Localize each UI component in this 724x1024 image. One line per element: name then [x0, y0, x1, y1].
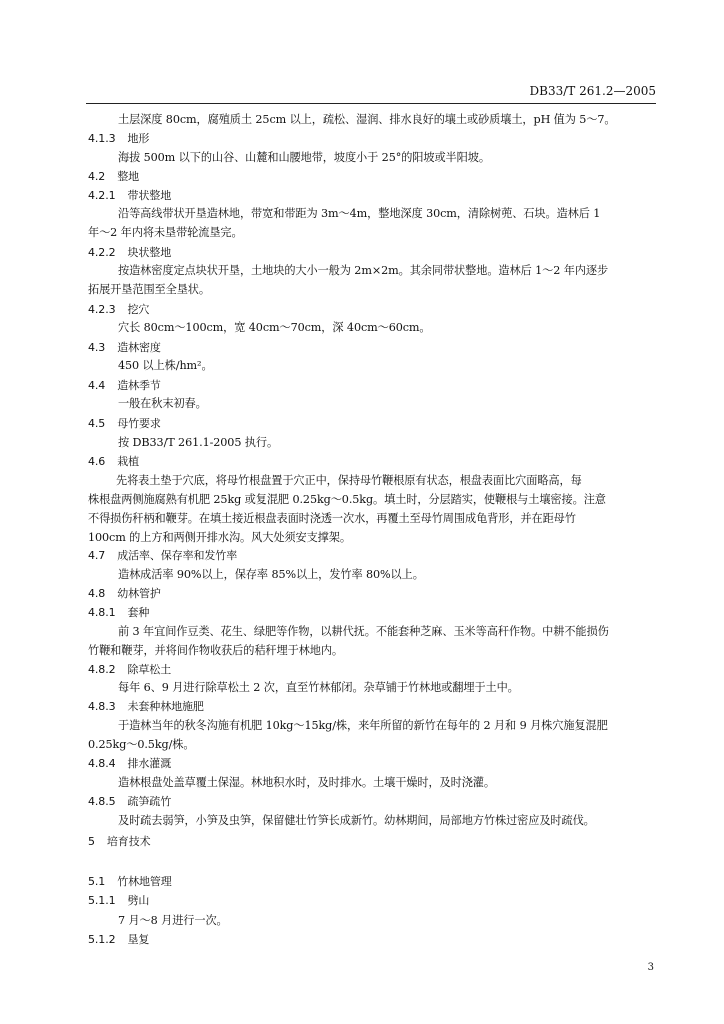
paragraph-line: 每年 6、9 月进行除草松土 2 次，直至竹林郁闭。杂草铺于竹林地或翻埋于土中。	[118, 681, 519, 694]
section-number: 5.1.1	[88, 894, 116, 907]
section-heading	[88, 873, 660, 891]
section-heading	[88, 661, 660, 679]
section-number: 4.8.3	[88, 700, 116, 713]
paragraph-line: 7 月～8 月进行一次。	[118, 914, 228, 927]
section-number: 4.4	[88, 379, 106, 392]
section-title: 疏笋疏竹	[127, 795, 172, 808]
section-heading	[88, 415, 660, 433]
section-heading	[88, 604, 660, 622]
section-number: 5	[88, 835, 95, 848]
paragraph-line: 土层深度 80cm，腐殖质土 25cm 以上，疏松、湿润、排水良好的壤土或砂质壤土，pH 值为 5～7。	[118, 113, 616, 126]
section-title: 挖穴	[127, 303, 150, 316]
section-heading	[88, 547, 660, 565]
section-title: 造林密度	[117, 341, 161, 354]
section-heading	[88, 585, 660, 603]
paragraph-line: 不得损伤秆柄和鞭芽。在填土接近根盘表面时浇透一次水，再覆土至母竹周围成龟背形，并在距母竹	[88, 512, 576, 525]
section-number: 4.8	[88, 587, 106, 600]
paragraph-line: 海拔 500m 以下的山谷、山麓和山腰地带，坡度小于 25°的阳坡或半阳坡。	[118, 151, 490, 164]
section-number: 4.2.3	[88, 303, 116, 316]
section-number: 4.6	[88, 455, 106, 468]
section-number: 4.8.5	[88, 795, 116, 808]
section-heading	[88, 301, 660, 319]
paragraph-line: 于造林当年的秋冬沟施有机肥 10kg～15kg/株，来年所留的新竹在每年的 2 月和 9 月株穴施复混肥	[118, 719, 608, 732]
paragraph-line: 株根盘两侧施腐熟有机肥 25kg 或复混肥 0.25kg～0.5kg。填土时，分层踏实，使鞭根与土壤密接。注意	[88, 493, 606, 506]
section-heading	[88, 339, 660, 357]
section-title: 带状整地	[127, 189, 172, 202]
section-title: 造林季节	[117, 379, 161, 392]
paragraph-line: 0.25kg～0.5kg/株。	[88, 738, 195, 751]
section-title: 排水灌溉	[127, 757, 172, 770]
section-number: 4.1.3	[88, 132, 116, 145]
paragraph-line: 年～2 年内将未垦带轮流垦完。	[88, 226, 243, 239]
section-title: 整地	[117, 170, 140, 183]
section-heading	[88, 698, 660, 716]
paragraph-line: 按造林密度定点块状开垦，土地块的大小一般为 2m×2m。其余同带状整地。造林后 1～2 年内逐步	[118, 264, 609, 277]
section-title: 垦复	[127, 933, 150, 946]
paragraph-line: 先将表土垫于穴底，将母竹根盘置于穴正中，保持母竹鞭根原有状态，根盘表面比穴面略高，每	[116, 474, 582, 487]
section-title: 栽植	[117, 455, 140, 468]
paragraph-line: 一般在秋末初春。	[118, 397, 207, 410]
section-heading	[88, 833, 660, 851]
section-title: 成活率、保存率和发竹率	[117, 549, 238, 562]
paragraph-line: 100cm 的上方和两侧开排水沟。风大处须安支撑架。	[88, 531, 351, 544]
section-number: 4.2.2	[88, 246, 116, 259]
section-title: 未套种林地施肥	[127, 700, 204, 713]
section-heading	[88, 755, 660, 773]
section-heading	[88, 892, 660, 910]
paragraph-line: 穴长 80cm～100cm，宽 40cm～70cm，深 40cm～60cm。	[118, 321, 431, 334]
paragraph-line: 按 DB33/T 261.1-2005 执行。	[118, 436, 279, 449]
section-number: 4.3	[88, 341, 106, 354]
section-title: 地形	[127, 132, 150, 145]
section-heading	[88, 168, 660, 186]
paragraph-line: 造林成活率 90%以上，保存率 85%以上，发竹率 80%以上。	[118, 568, 424, 581]
section-number: 5.1.2	[88, 933, 116, 946]
section-title: 竹林地管理	[117, 875, 172, 888]
section-title: 劈山	[127, 894, 150, 907]
paragraph-line: 及时疏去弱笋，小笋及虫笋，保留健壮竹笋长成新竹。幼林期间，局部地方竹株过密应及时疏伐。	[118, 814, 595, 827]
section-number: 4.2	[88, 170, 106, 183]
section-heading	[88, 244, 660, 262]
paragraph-line: 竹鞭和鞭芽，并将间作物收获后的秸秆埋于林地内。	[88, 644, 344, 657]
header-rule	[86, 103, 656, 104]
section-heading	[88, 453, 660, 471]
paragraph-line: 造林根盘处盖草覆土保湿。林地积水时，及时排水。土壤干燥时，及时浇灌。	[118, 776, 495, 789]
section-title: 母竹要求	[117, 417, 161, 430]
section-number: 4.8.4	[88, 757, 116, 770]
section-title: 除草松土	[127, 663, 172, 676]
section-title: 套种	[127, 606, 150, 619]
section-heading	[88, 187, 660, 205]
page-number: 3	[647, 962, 654, 973]
paragraph-line: 450 以上株/hm²。	[118, 359, 213, 372]
section-heading	[88, 931, 660, 949]
section-title: 块状整地	[127, 246, 172, 259]
section-number: 4.7	[88, 549, 106, 562]
section-title: 幼林管护	[117, 587, 161, 600]
standard-code-header: DB33/T 261.2—2005	[529, 84, 656, 98]
section-heading	[88, 130, 660, 148]
section-heading	[88, 377, 660, 395]
section-number: 5.1	[88, 875, 106, 888]
section-number: 4.8.1	[88, 606, 116, 619]
paragraph-line: 沿等高线带状开垦造林地，带宽和带距为 3m～4m，整地深度 30cm，清除树蔸、石块。造林后 1	[118, 207, 601, 220]
section-number: 4.5	[88, 417, 106, 430]
section-number: 4.2.1	[88, 189, 116, 202]
paragraph-line: 前 3 年宜间作豆类、花生、绿肥等作物，以耕代抚。不能套种芝麻、玉米等高秆作物。中耕不能损伤	[118, 625, 609, 638]
section-title: 培育技术	[106, 835, 151, 848]
section-number: 4.8.2	[88, 663, 116, 676]
section-heading	[88, 793, 660, 811]
paragraph-line: 拓展开垦范围至全垦状。	[88, 283, 210, 296]
